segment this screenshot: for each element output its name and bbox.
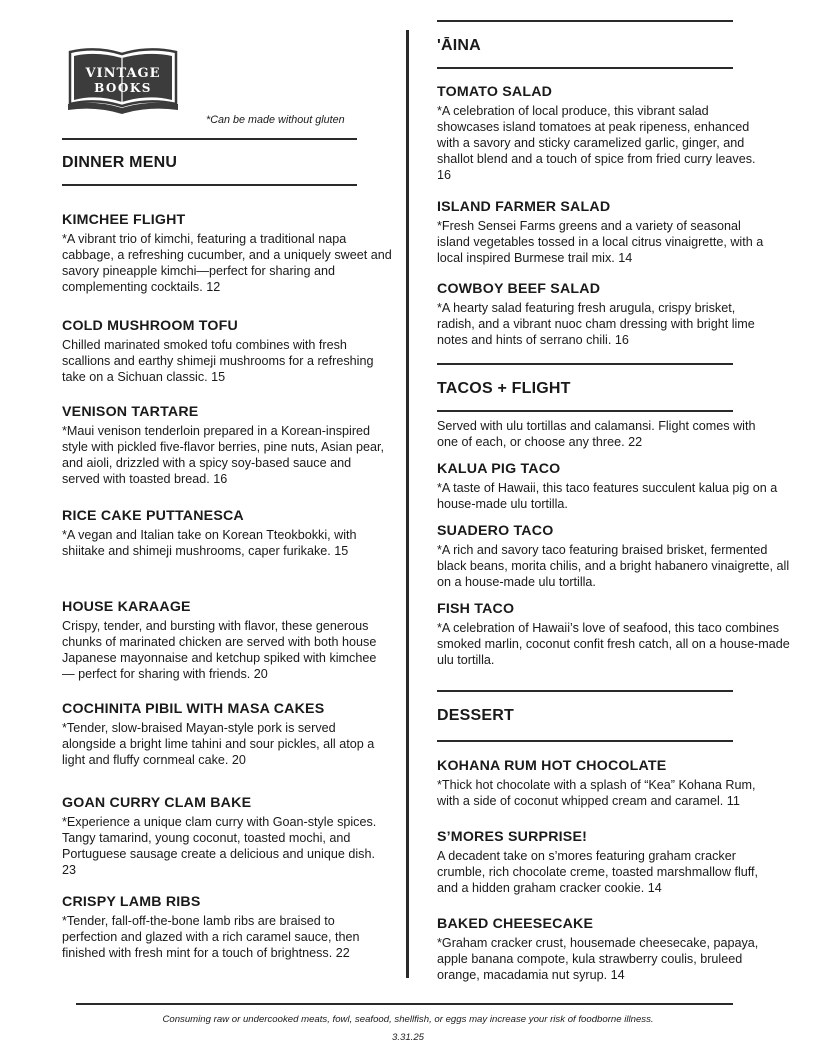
gluten-note: *Can be made without gluten	[206, 114, 345, 126]
menu-item	[437, 199, 767, 266]
menu-item-description: *A vibrant trio of kimchi, featuring a traditional napa cabbage, a refreshing cucumber, and a uniquely sweet and savory pineapple kimchi—perfect for sharing and complementing cocktails. 12	[62, 232, 392, 294]
menu-item	[62, 212, 392, 295]
menu-item	[437, 84, 767, 183]
menu-item-name: TOMATO SALAD	[437, 84, 553, 100]
menu-item-description: *Fresh Sensei Farms greens and a variety of seasonal island vegetables tossed in a local citrus vinaigrette, with a local inspired Burmese trail mix. 14	[437, 219, 764, 265]
divider	[437, 363, 733, 365]
divider	[437, 740, 733, 742]
menu-item-description: *Tender, slow-braised Mayan-style pork is served alongside a bright lime tahini and sour pickles, all atop a light and fluffy cornmeal cake. 20	[62, 721, 375, 767]
menu-item-name: BAKED CHEESECAKE	[437, 916, 594, 932]
menu-item-name: KIMCHEE FLIGHT	[62, 212, 186, 228]
menu-item-description: *A celebration of Hawaii’s love of seafood, this taco combines smoked marlin, coconut confit fresh catch, all on a house-made ulu tortilla.	[437, 621, 790, 667]
menu-item	[62, 701, 392, 768]
menu-item-description: *Graham cracker crust, housemade cheesecake, papaya, apple banana compote, kula strawberry coulis, bruleed orange, macadamia nut syrup. 14	[437, 936, 759, 982]
menu-item-name: S’MORES SURPRISE!	[437, 829, 588, 845]
menu-item-name: KOHANA RUM HOT CHOCOLATE	[437, 758, 667, 774]
menu-date: 3.31.25	[391, 1032, 424, 1043]
menu-item-name: KALUA PIG TACO	[437, 461, 561, 477]
menu-item	[437, 523, 792, 590]
section-title-dessert: DESSERT	[437, 707, 514, 724]
menu-item-description: *A celebration of local produce, this vibrant salad showcases island tomatoes at peak ripeness, enhanced with a savory and sticky caramelized garlic, ginger, and shallot blend and a touch of spice from fried curry leaves. 16	[437, 104, 756, 182]
menu-item	[62, 508, 392, 559]
menu-item-name: COCHINITA PIBIL WITH MASA CAKES	[62, 701, 325, 717]
divider	[437, 20, 733, 22]
menu-item-name: SUADERO TACO	[437, 523, 554, 539]
divider	[62, 184, 357, 186]
divider	[62, 138, 357, 140]
divider	[437, 67, 733, 69]
menu-item-description: *Maui venison tenderloin prepared in a Korean-inspired style with pickled five-flavor berries, pine nuts, Asian pear, and aioli, drizzled with a spicy soy-based sauce and served with toasted bread. 16	[62, 424, 384, 486]
divider	[437, 410, 733, 412]
menu-item	[62, 599, 392, 682]
menu-item-name: GOAN CURRY CLAM BAKE	[62, 795, 252, 811]
logo-line2: BOOKS	[94, 81, 152, 95]
menu-item	[62, 404, 392, 487]
section-title-aina: 'ĀINA	[437, 37, 481, 54]
menu-item	[62, 795, 392, 878]
menu-item-name: COWBOY BEEF SALAD	[437, 281, 601, 297]
menu-item-description: *Tender, fall-off-the-bone lamb ribs are braised to perfection and glazed with a rich caramel sauce, then finished with fresh mint for a touch of brightness. 22	[62, 914, 360, 960]
menu-item-name: FISH TACO	[437, 601, 515, 617]
menu-item-name: CRISPY LAMB RIBS	[62, 894, 201, 910]
menu-item-description: *Thick hot chocolate with a splash of “Kea” Kohana Rum, with a side of coconut whipped cream and caramel. 11	[437, 778, 756, 808]
footer-divider	[76, 1003, 733, 1005]
menu-item	[62, 894, 392, 961]
menu-item-name: COLD MUSHROOM TOFU	[62, 318, 238, 334]
menu-item	[437, 916, 777, 983]
menu-item-description: Crispy, tender, and bursting with flavor, these generous chunks of marinated chicken are served with both house Japanese mayonnaise and ketchup spiked with kimchee — perfect for sharing with friends. 20	[62, 619, 377, 681]
menu-item-description: A decadent take on s’mores featuring graham cracker crumble, rich chocolate creme, toasted marshmallow fluff, and a hidden graham cracker cookie. 14	[437, 849, 759, 895]
column-divider	[406, 30, 409, 978]
foodborne-disclaimer: Consuming raw or undercooked meats, fowl, seafood, shellfish, or eggs may increase your risk of foodborne illness.	[162, 1014, 654, 1025]
menu-item-description: *A rich and savory taco featuring braised brisket, fermented black beans, morita chilis, and a bright habanero vinaigrette, all on a house-made ulu tortilla.	[437, 543, 790, 589]
menu-item-description: *A hearty salad featuring fresh arugula, crispy brisket, radish, and a vibrant nuoc cham dressing with bright lime notes and hints of serrano chili. 16	[437, 301, 755, 347]
menu-item	[437, 461, 792, 512]
menu-item-description: *A vegan and Italian take on Korean Tteokbokki, with shiitake and shimeji mushrooms, caper furikake. 15	[62, 528, 357, 558]
menu-item-name: VENISON TARTARE	[62, 404, 199, 420]
open-book-logo-icon	[66, 44, 180, 116]
menu-item-name: ISLAND FARMER SALAD	[437, 199, 611, 215]
menu-item	[437, 758, 777, 809]
menu-item-name: RICE CAKE PUTTANESCA	[62, 508, 244, 524]
section-title-tacos: TACOS + FLIGHT	[437, 380, 571, 397]
menu-item	[62, 318, 392, 385]
divider	[437, 690, 733, 692]
logo-line1: VINTAGE	[85, 66, 161, 81]
tacos-intro: Served with ulu tortillas and calamansi. Flight comes with one of each, or choose any three. 22	[437, 419, 756, 449]
menu-item	[437, 281, 767, 348]
menu-item-description: *A taste of Hawaii, this taco features succulent kalua pig on a house-made ulu tortilla.	[437, 481, 778, 511]
menu-item-description: Chilled marinated smoked tofu combines with fresh scallions and earthy shimeji mushrooms for a refreshing take on a Sichuan classic. 15	[62, 338, 374, 384]
menu-item-name: HOUSE KARAAGE	[62, 599, 191, 615]
menu-item	[437, 829, 777, 896]
menu-item-description: *Experience a unique clam curry with Goan-style spices. Tangy tamarind, young coconut, toasted mochi, and Portuguese sausage create a delicious and unique dish. 23	[62, 815, 377, 877]
section-title-dinner: DINNER MENU	[62, 154, 178, 171]
menu-item	[437, 601, 792, 668]
